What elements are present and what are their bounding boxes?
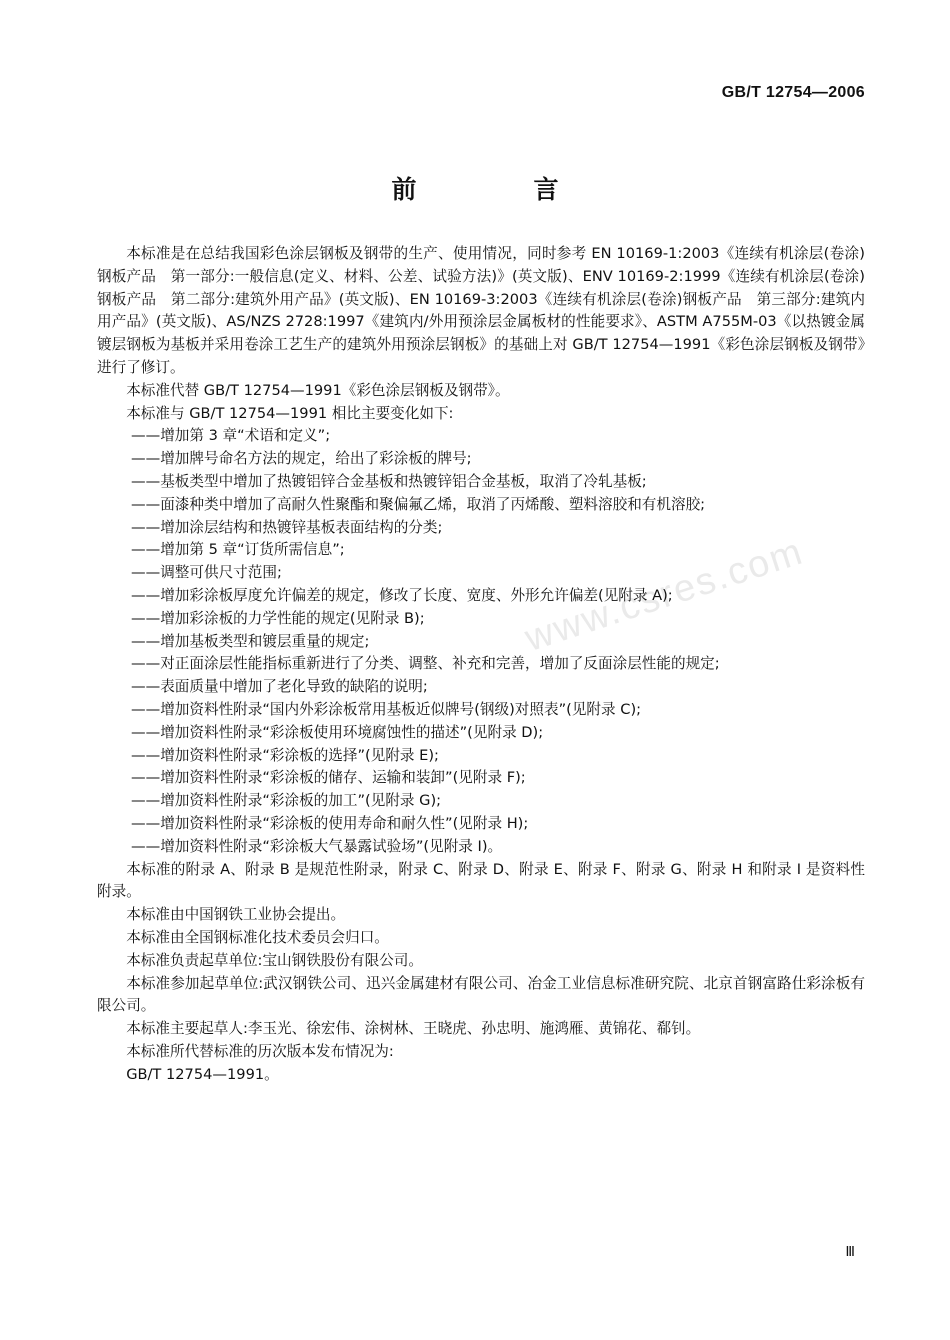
list-item: ——增加第 3 章“术语和定义”; [131, 427, 331, 445]
changes-list [97, 425, 865, 858]
list-item: ——对正面涂层性能指标重新进行了分类、调整、补充和完善，增加了反面涂层性能的规定; [131, 655, 720, 673]
centralized-paragraph: 本标准由全国钢标准化技术委员会归口。 [126, 928, 389, 946]
list-item: ——增加彩涂板的力学性能的规定(见附录 B); [131, 609, 425, 627]
drafter-lead-paragraph: 本标准负责起草单位:宝山钢铁股份有限公司。 [126, 951, 423, 969]
list-item: ——基板类型中增加了热镀铝锌合金基板和热镀锌铝合金基板，取消了冷轧基板; [131, 472, 647, 490]
list-item: ——增加资料性附录“彩涂板的加工”(见附录 G); [131, 792, 442, 810]
history-intro-paragraph: 本标准所代替标准的历次版本发布情况为: [126, 1042, 394, 1060]
history-version-paragraph: GB/T 12754—1991。 [126, 1065, 279, 1083]
list-item: ——表面质量中增加了老化导致的缺陷的说明; [131, 678, 428, 696]
list-item: ——增加资料性附录“彩涂板的选择”(见附录 E); [131, 746, 439, 764]
changes-intro-paragraph: 本标准与 GB/T 12754—1991 相比主要变化如下: [126, 404, 454, 422]
list-item: ——增加基板类型和镀层重量的规定; [131, 632, 370, 650]
list-item: ——增加资料性附录“彩涂板的使用寿命和耐久性”(见附录 H); [131, 814, 529, 832]
page-title: 前 言 [391, 175, 605, 204]
drafters-paragraph: 本标准主要起草人:李玉光、徐宏伟、涂树林、王晓虎、孙忠明、施鸿雁、黄锦花、郗钊。 [126, 1020, 701, 1038]
intro-paragraph: 本标准是在总结我国彩色涂层钢板及钢带的生产、使用情况，同时参考 EN 10169-1:2003《连续有机涂层(卷涂)钢板产品 第一部分:一般信息(定义、材料、公差、试验方法)》(英文版)、ENV 10169-2:1999《连续有机涂层(卷涂)钢板产品 第二部分:建筑外用产品》(英文版)、EN 10169-3:2003《连续有机涂层(卷涂)钢板产品 第三部分:建筑内用产品》(英文版)、AS/NZS 2728:1997《建筑内/外用预涂层金属板材的性能要求》、ASTM A755M-03《以热镀金属镀层钢板为基板并采用卷涂工艺生产的建筑外用预涂层钢板》的基础上对 GB/T 12754—1991《彩色涂层钢板及钢带》进行了修订。 [97, 245, 865, 376]
replaces-paragraph: 本标准代替 GB/T 12754—1991《彩色涂层钢板及钢带》。 [126, 381, 510, 399]
watermark: www.csres.com [520, 530, 809, 660]
list-item: ——调整可供尺寸范围; [131, 564, 282, 582]
list-item: ——增加第 5 章“订货所需信息”; [131, 541, 345, 559]
list-item: ——增加彩涂板厚度允许偏差的规定，修改了长度、宽度、外形允许偏差(见附录 A); [131, 586, 673, 604]
list-item: ——增加资料性附录“国内外彩涂板常用基板近似牌号(钢级)对照表”(见附录 C); [131, 700, 642, 718]
standard-number: GB/T 12754—2006 [721, 84, 865, 101]
list-item: ——增加资料性附录“彩涂板的储存、运输和装卸”(见附录 F); [131, 769, 526, 787]
list-item: ——面漆种类中增加了高耐久性聚酯和聚偏氟乙烯，取消了丙烯酸、塑料溶胶和有机溶胶; [131, 495, 706, 513]
page-number: Ⅲ [845, 1245, 855, 1260]
list-item: ——增加涂层结构和热镀锌基板表面结构的分类; [131, 518, 443, 536]
drafter-participants-paragraph: 本标准参加起草单位:武汉钢铁公司、迅兴金属建材有限公司、冶金工业信息标准研究院、北京首钢富路仕彩涂板有限公司。 [97, 974, 865, 1015]
proposed-paragraph: 本标准由中国钢铁工业协会提出。 [126, 906, 346, 924]
list-item: ——增加资料性附录“彩涂板使用环境腐蚀性的描述”(见附录 D); [131, 723, 544, 741]
document-body [97, 243, 865, 1086]
annex-paragraph: 本标准的附录 A、附录 B 是规范性附录，附录 C、附录 D、附录 E、附录 F、附录 G、附录 H 和附录 I 是资料性附录。 [97, 860, 865, 901]
list-item: ——增加资料性附录“彩涂板大气暴露试验场”(见附录 I)。 [131, 837, 503, 855]
list-item: ——增加牌号命名方法的规定，给出了彩涂板的牌号; [131, 450, 472, 468]
